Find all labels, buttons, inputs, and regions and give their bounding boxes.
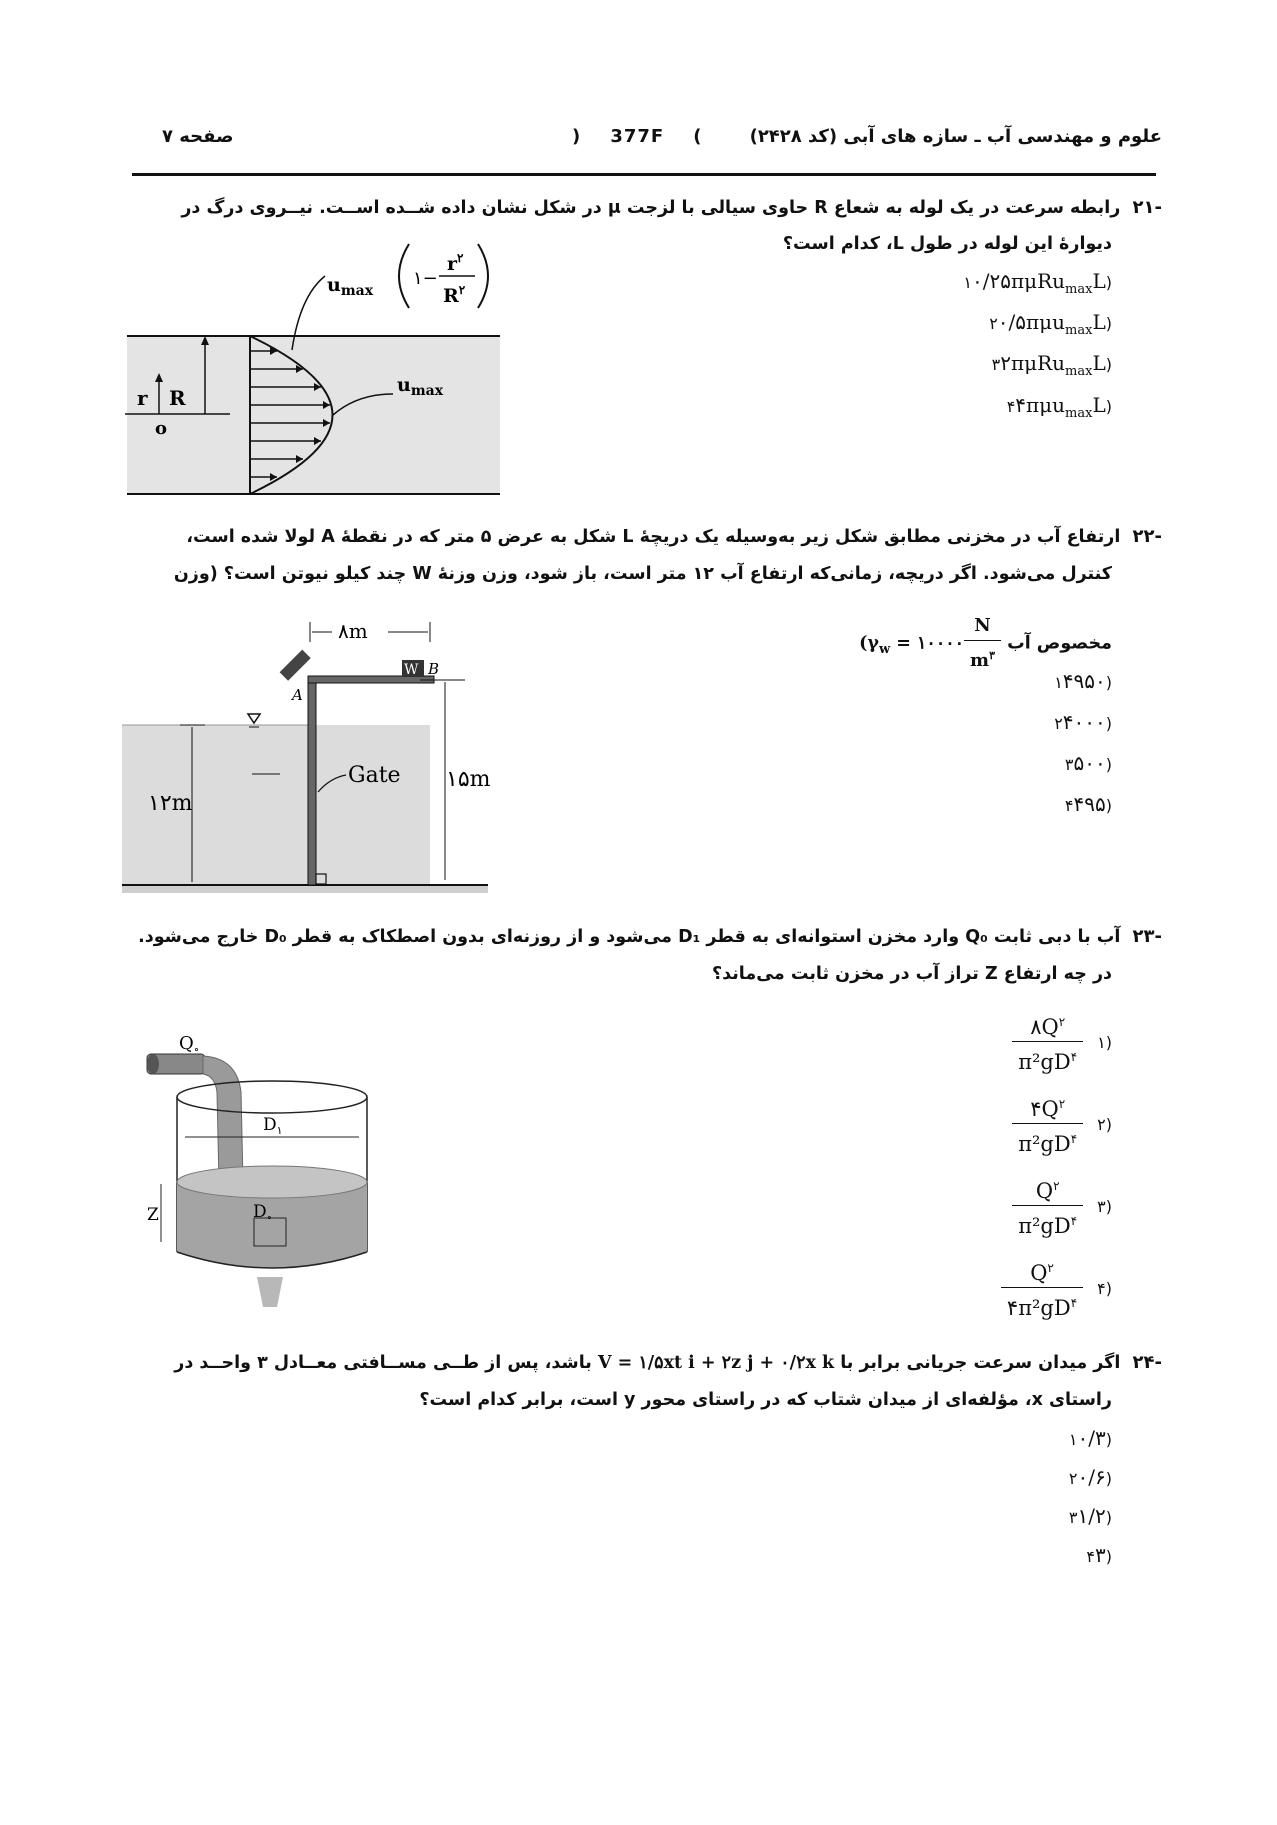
q22-option-2[interactable] [1040, 705, 1112, 741]
option-number: (۱ [1097, 1033, 1112, 1052]
page-number: صفحه ۷ [162, 126, 234, 147]
option-text: ۳ [1095, 1543, 1106, 1567]
gamma-expression [859, 612, 1001, 676]
label-12m: ۱۲m [148, 791, 193, 816]
question-number: -۲۲ [1132, 526, 1162, 547]
q24-option-1[interactable] [1055, 1421, 1112, 1457]
tank-orifice-figure [145, 1022, 385, 1312]
option-number: (۳ [1064, 755, 1112, 774]
water-surface [177, 1166, 367, 1198]
option-text: ۴۹۵ [1073, 792, 1106, 816]
question-22-line2: کنترل می‌شود. اگر دریچه، زمانی‌که ارتفاع آب ۱۲ متر است، باز شود، وزن وزنهٔ W چند کیلو نیوتن است؟ (وزن [173, 564, 1112, 584]
water-stream [203, 1056, 243, 1182]
label-o: o [155, 418, 168, 439]
one-minus: ۱− [413, 268, 438, 289]
option-text: ۴πμu [1015, 393, 1066, 417]
option-tail: L [1092, 393, 1106, 417]
paren-right [478, 244, 488, 308]
option-text: ۰/۳ [1077, 1426, 1106, 1450]
option-number: (۴ [1064, 796, 1112, 815]
q21-option-4[interactable] [993, 388, 1112, 431]
option-number: (۴ [1006, 397, 1112, 416]
option-tail: L [1092, 351, 1106, 375]
label-d1: $D_۱$ [263, 1115, 283, 1137]
label-a: A [292, 686, 303, 704]
option-text: ۲πμRu [1000, 351, 1066, 375]
question-text: ارتفاع آب در مخزنی مطابق شکل زیر به‌وسیله یک دریچهٔ L شکل به عرض ۵ متر که در نقطهٔ A لولا شده است، [186, 527, 1121, 547]
question-23-line2: در چه ارتفاع Z تراز آب در مخزن ثابت می‌ماند؟ [711, 964, 1112, 984]
paren: ( [859, 633, 868, 654]
code-paren-close: ) [572, 126, 582, 147]
question-number: -۲۳ [1132, 926, 1162, 947]
option-text: ۴۹۵۰ [1062, 669, 1106, 693]
question-24-line1 [122, 1346, 1162, 1380]
code-value: 377F [610, 126, 665, 147]
velocity-vector: V = ۱/۵xt i + ۲z j + ۰/۲x k [597, 1353, 835, 1373]
label-z: Z [147, 1205, 159, 1225]
option-number: (۴ [1097, 1279, 1112, 1298]
label-15m: ۱۵m [446, 767, 490, 792]
option-tail: L [1092, 269, 1106, 293]
option-sub: max [1065, 323, 1093, 338]
code-paren-open: ( [693, 126, 703, 147]
paren-left [399, 244, 409, 308]
question-text: آب با دبی ثابت Q₀ وارد مخزن استوانه‌ای به قطر D₁ می‌شود و از روزنه‌ای بدون اصطکاک به قطر D₀ خارج می‌شود. [138, 927, 1121, 947]
label-umax-formula: $u_{max}$ [327, 274, 374, 299]
gamma-eq: = ۱۰۰۰۰ [896, 633, 965, 654]
exam-title: علوم و مهندسی آب ـ سازه های آبی (کد ۲۴۲۸) [749, 126, 1162, 147]
label-umax-center: $u_{max}$ [397, 374, 444, 399]
option-number: (۲ [1054, 714, 1112, 733]
header-divider [132, 173, 1156, 176]
gate-vertical-leaf [308, 676, 316, 885]
option-number: (۲ [1097, 1115, 1112, 1134]
pipe-fill [127, 336, 500, 494]
label-d0: $D_\circ$ [253, 1202, 273, 1224]
gamma-fraction [964, 612, 1001, 676]
option-number: (۳ [1097, 1197, 1112, 1216]
q21-option-1[interactable] [949, 264, 1112, 307]
option-sub: max [1065, 364, 1093, 379]
frac-num: N [964, 612, 1001, 641]
label-q0: $Q_\circ$ [179, 1033, 200, 1056]
option-number: (۱ [963, 273, 1112, 292]
q23-option-2[interactable] [1012, 1090, 1112, 1159]
label-gate: Gate [348, 763, 401, 788]
question-21-line2: دیوارهٔ این لوله در طول L، کدام است؟ [782, 234, 1112, 254]
tank-rim [177, 1081, 367, 1113]
label-R: R [169, 386, 186, 410]
gamma-prefix: مخصوص آب [1007, 633, 1112, 654]
option-number: (۲ [1068, 1469, 1112, 1488]
option-text: ۵۰۰ [1073, 751, 1106, 775]
option-number: (۲ [989, 314, 1112, 333]
option-number: (۳ [1068, 1508, 1112, 1527]
water-level-icon [248, 714, 260, 723]
question-23-line1 [112, 920, 1162, 954]
option-fraction: $\frac{Q^۲}{\pi^2gD^۴}$ [1012, 1172, 1083, 1241]
question-number: -۲۱ [1132, 197, 1162, 218]
ground [122, 885, 488, 893]
option-number: (۱ [1054, 673, 1112, 692]
label-r: r [137, 386, 148, 410]
q23-option-4[interactable] [1001, 1254, 1112, 1323]
outflow-jet [257, 1277, 283, 1307]
option-sub: max [1065, 406, 1093, 421]
question-21-line1 [122, 191, 1162, 225]
question-text-b: باشد، پس از طــی مســافتی معــادل ۳ واحــد در [174, 1353, 592, 1373]
q24-option-2[interactable] [1055, 1460, 1112, 1496]
option-number: (۳ [991, 355, 1112, 374]
q21-option-3[interactable] [978, 346, 1112, 389]
gamma-sub: w [878, 642, 891, 657]
option-text: ۰/۲۵πμRu [972, 269, 1066, 293]
option-text: ۱/۲ [1077, 1504, 1106, 1528]
q24-option-3[interactable] [1055, 1499, 1112, 1535]
q23-option-1[interactable] [1012, 1008, 1112, 1077]
label-8m: ۸m [338, 619, 368, 643]
gamma: γ [867, 633, 879, 654]
q24-option-4[interactable] [1072, 1538, 1112, 1574]
option-sub: max [1065, 282, 1093, 297]
q22-option-3[interactable] [1051, 746, 1112, 782]
label-b: B [428, 660, 440, 678]
option-text: ۰/۵πμu [997, 310, 1066, 334]
option-fraction: $\frac{Q^۲}{۴\pi^2gD^۴}$ [1001, 1254, 1083, 1323]
option-tail: L [1092, 310, 1106, 334]
q23-option-3[interactable] [1012, 1172, 1112, 1241]
q21-option-2[interactable] [975, 305, 1112, 348]
option-fraction: $\frac{۸Q^۲}{\pi^2gD^۴}$ [1012, 1008, 1083, 1077]
option-text: ۴۰۰۰ [1062, 710, 1106, 734]
frac-den: $m^۳$ [970, 649, 996, 671]
formula-den: $R^۲$ [443, 283, 466, 307]
option-number: (۱ [1068, 1430, 1112, 1449]
pipe-velocity-profile-figure [125, 236, 505, 498]
hinge-support [280, 650, 311, 681]
option-number: (۴ [1086, 1547, 1112, 1566]
q22-option-4[interactable] [1051, 787, 1112, 823]
question-number: -۲۴ [1132, 1352, 1162, 1373]
label-w: W [404, 662, 419, 678]
question-24-line2: راستای x، مؤلفه‌ای از میدان شتاب که در راستای محور y است، برابر کدام است؟ [419, 1390, 1112, 1410]
q22-option-1[interactable] [1040, 664, 1112, 700]
question-22-line1 [122, 520, 1162, 554]
option-fraction: $\frac{۴Q^۲}{\pi^2gD^۴}$ [1012, 1090, 1083, 1159]
question-text: رابطه سرعت در یک لوله به شعاع R حاوی سیالی با لزجت μ در شکل نشان داده شــده اســت. نیــروی درگ در [181, 198, 1121, 218]
formula-num: $r^۲$ [447, 251, 464, 275]
question-text-a: اگر میدان سرعت جریانی برابر با [840, 1353, 1121, 1373]
option-text: ۰/۶ [1077, 1465, 1106, 1489]
l-gate-figure [120, 610, 490, 895]
pipe-mouth [147, 1054, 159, 1074]
booklet-code [572, 126, 703, 147]
